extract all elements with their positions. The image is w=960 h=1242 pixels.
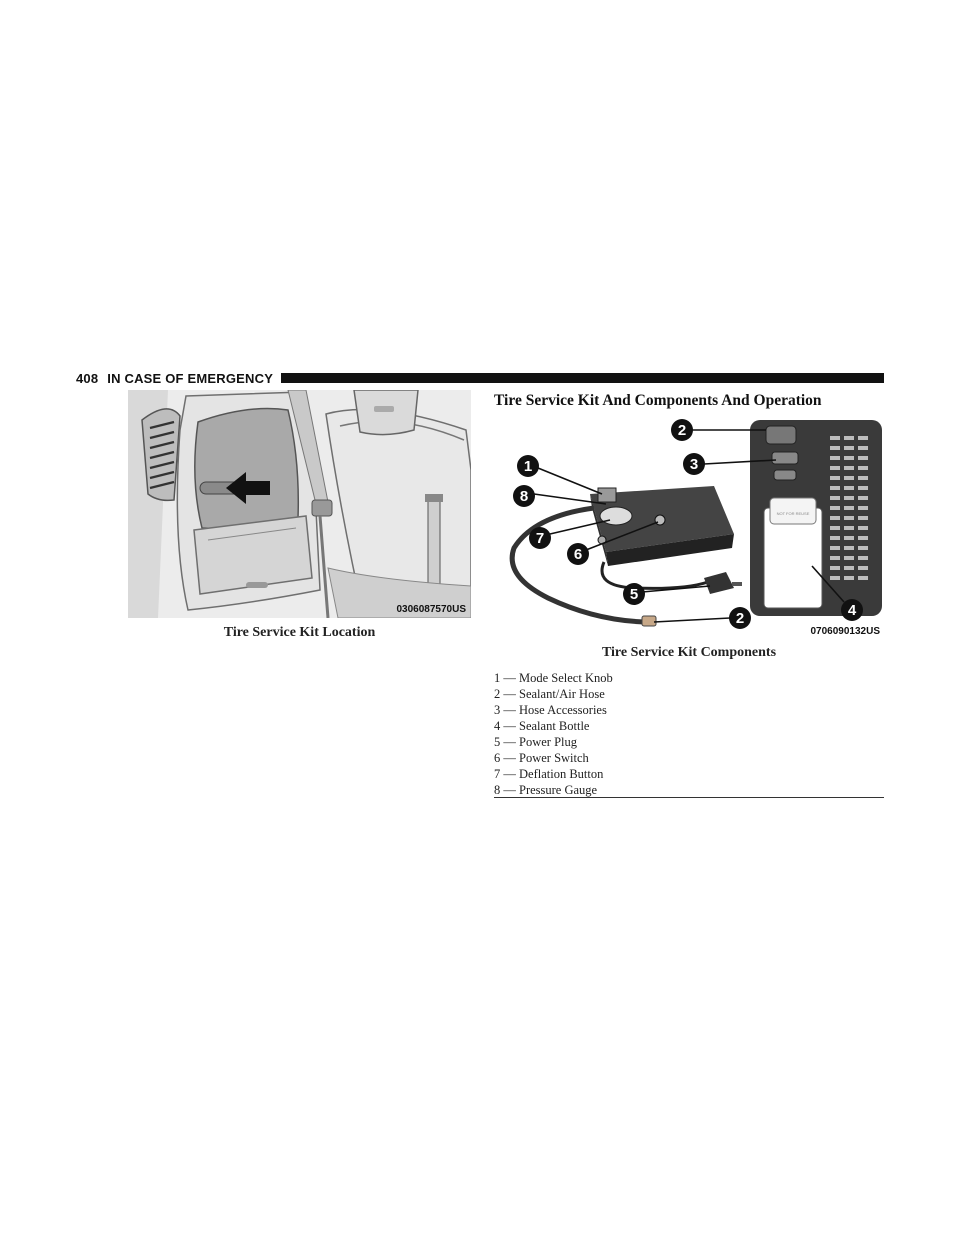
svg-text:1: 1 bbox=[523, 458, 533, 475]
page-header bbox=[76, 370, 884, 386]
right-figure-caption: Tire Service Kit Components bbox=[601, 645, 777, 660]
callout-2-top bbox=[671, 419, 693, 441]
svg-text:3: 3 bbox=[689, 456, 699, 473]
callout-4 bbox=[841, 599, 863, 621]
legend-item: 6 — Power Switch bbox=[494, 751, 589, 765]
svg-text:2: 2 bbox=[735, 610, 745, 627]
left-figure-caption: Tire Service Kit Location bbox=[223, 625, 376, 640]
callout-7 bbox=[529, 527, 551, 549]
legend-item: 8 — Pressure Gauge bbox=[494, 783, 598, 797]
svg-text:6: 6 bbox=[573, 546, 583, 563]
svg-text:4: 4 bbox=[847, 602, 857, 619]
callout-3 bbox=[683, 453, 705, 475]
tire-service-kit-components-photo bbox=[494, 416, 884, 638]
legend-item: 3 — Hose Accessories bbox=[494, 703, 607, 717]
left-figure-code: 0306087570US bbox=[396, 604, 466, 615]
callout-6 bbox=[567, 543, 589, 565]
callout-2-bottom bbox=[729, 607, 751, 629]
callout-5 bbox=[623, 583, 645, 605]
page-number: 408 bbox=[76, 370, 99, 386]
section-name: IN CASE OF EMERGENCY bbox=[107, 370, 274, 386]
legend-item: 4 — Sealant Bottle bbox=[494, 719, 590, 733]
legend-item: 5 — Power Plug bbox=[494, 735, 577, 749]
air-vent-icon bbox=[142, 409, 180, 501]
svg-text:2: 2 bbox=[677, 422, 687, 439]
section-title: Tire Service Kit And Components And Operation bbox=[494, 392, 822, 409]
callout-1 bbox=[517, 455, 539, 477]
right-figure-code: 0706090132US bbox=[810, 626, 880, 637]
callout-8 bbox=[513, 485, 535, 507]
legend-item: 1 — Mode Select Knob bbox=[494, 671, 613, 685]
component-legend bbox=[494, 670, 884, 798]
bottle-label: NOT FOR REUSE bbox=[776, 511, 810, 516]
svg-text:8: 8 bbox=[519, 488, 529, 505]
sealant-bottle bbox=[750, 420, 882, 616]
legend-rule bbox=[494, 797, 884, 798]
header-rule bbox=[281, 373, 884, 383]
svg-text:7: 7 bbox=[535, 530, 545, 547]
legend-item: 7 — Deflation Button bbox=[494, 767, 604, 781]
tire-service-kit-location-photo bbox=[128, 390, 471, 618]
legend-item: 2 — Sealant/Air Hose bbox=[494, 687, 605, 701]
svg-text:5: 5 bbox=[629, 586, 639, 603]
